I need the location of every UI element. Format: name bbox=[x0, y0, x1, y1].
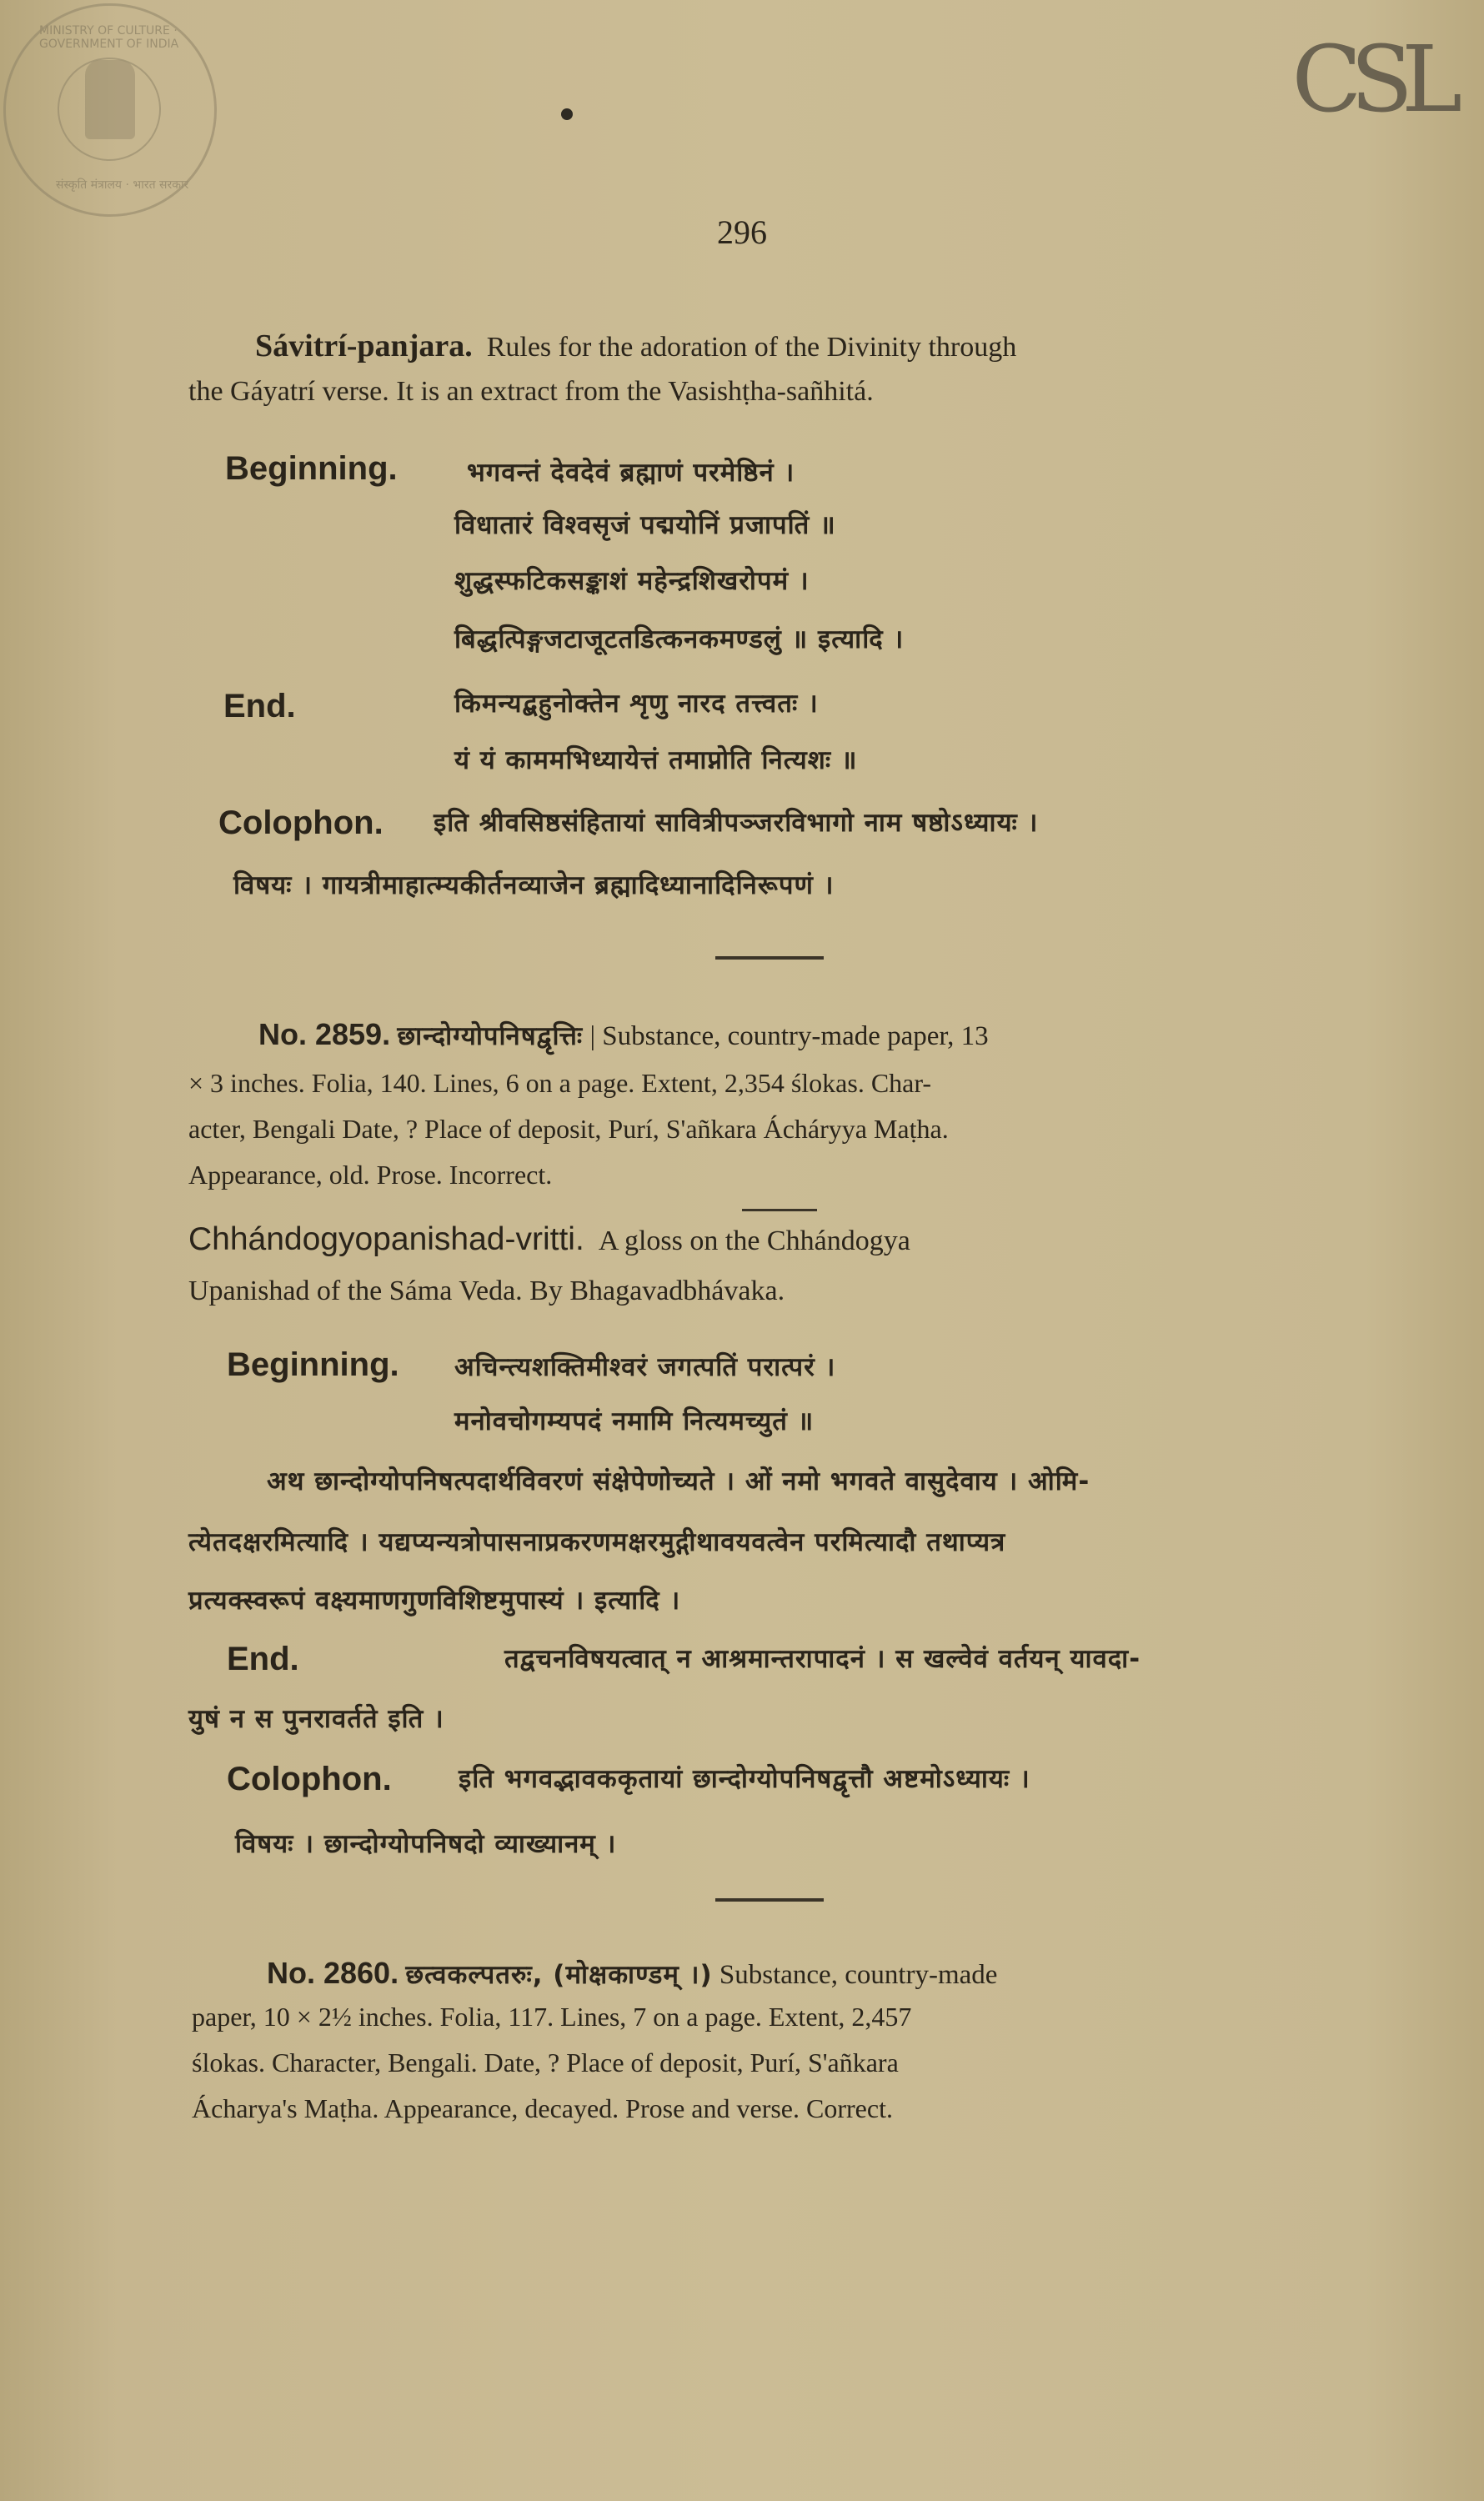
no2859-prose-line-2: त्येतदक्षरमित्यादि । यद्यप्यन्यत्रोपासनाप्रकरणमक्षरमुद्गीथावयवत्वेन परमित्यादौ तथाप्यत्र bbox=[188, 1527, 1006, 1557]
no2859-end-line-2: युषं न स पुनरावर्तते इति । bbox=[188, 1704, 444, 1734]
savitri-beginning-line-2: विधातारं विश्वसृजं पद्मयोनिं प्रजापतिं ॥ bbox=[454, 510, 836, 540]
savitri-beginning-line-4: बिद्धत्पिङ्गजटाजूटतडित्कनकमण्डलुं ॥ इत्यादि । bbox=[454, 624, 905, 654]
no2859-line-2: × 3 inches. Folia, 140. Lines, 6 on a page. Extent, 2,354 ślokas. Char- bbox=[188, 1068, 932, 1098]
savitri-desc-1: Rules for the adoration of the Divinity through bbox=[486, 332, 1017, 363]
seal-text-bottom: संस्कृति मंत्रालय · भारत सरकार bbox=[56, 178, 189, 192]
no2860-line-2: paper, 10 × 2½ inches. Folia, 117. Lines, 7 on a page. Extent, 2,457 bbox=[192, 2002, 912, 2032]
ink-dot bbox=[561, 108, 573, 120]
savitri-colophon-text: इति श्रीवसिष्ठसंहितायां सावित्रीपञ्जरविभागो नाम षष्ठोऽध्यायः । bbox=[434, 808, 1039, 838]
savitri-beginning-label: Beginning. bbox=[225, 450, 398, 487]
no2859-number: No. 2859. bbox=[258, 1017, 391, 1051]
savitri-desc-2: the Gáyatrí verse. It is an extract from the Vasishṭha-sañhitá. bbox=[188, 376, 874, 407]
no2860-line-3: ślokas. Character, Bengali. Date, ? Place of deposit, Purí, S'añkara bbox=[192, 2047, 899, 2077]
no2859-desc-1: A gloss on the Chhándogya bbox=[598, 1225, 910, 1256]
section-divider-1 bbox=[715, 956, 824, 960]
no2859-prose-line-1: अथ छान्दोग्योपनिषत्पदार्थविवरणं संक्षेपेणोच्यते । ओं नमो भगवते वासुदेवाय । ओमि- bbox=[267, 1466, 1090, 1496]
seal-text-top: MINISTRY OF CULTURE · GOVERNMENT OF INDIA bbox=[39, 24, 179, 51]
savitri-end-line-1: किमन्यद्बहुनोक्तेन शृणु नारद तत्त्वतः । bbox=[454, 689, 819, 719]
no2859-beginning-line-2: मनोवचोगम्यपदं नमामि नित्यमच्युतं ॥ bbox=[454, 1406, 815, 1436]
ministry-seal bbox=[3, 3, 217, 217]
page-number: 296 bbox=[717, 213, 767, 251]
no2860-title-skt: छत्वकल्पतरुः, (मोक्षकाण्डम् ।) bbox=[405, 1960, 713, 1990]
no2859-heading-line bbox=[188, 1217, 1356, 1264]
no2859-line-3: acter, Bengali Date, ? Place of deposit, Purí, S'añkara Ácháryya Maṭha. bbox=[188, 1114, 949, 1144]
savitri-title: Sávitrí-panjara. bbox=[255, 328, 473, 363]
no2860-line-1 bbox=[267, 1951, 1351, 1997]
savitri-colophon-label: Colophon. bbox=[218, 804, 384, 841]
no2859-end-label: End. bbox=[227, 1641, 299, 1677]
no2860-number: No. 2860. bbox=[267, 1956, 399, 1990]
no2859-subject: विषयः । छान्दोग्योपनिषदो व्याख्यानम् । bbox=[235, 1829, 617, 1859]
csl-logo: CSL bbox=[1291, 26, 1451, 133]
savitri-end-label: End. bbox=[223, 688, 296, 724]
no2859-title-skt: छान्दोग्योपनिषद्वृत्तिः bbox=[397, 1021, 584, 1051]
no2859-desc-2: Upanishad of the Sáma Veda. By Bhagavadbhávaka. bbox=[188, 1276, 785, 1306]
savitri-beginning-line-3: शुद्धस्फटिकसङ्काशं महेन्द्रशिखरोपमं । bbox=[454, 566, 810, 596]
no2859-end-line: तद्वचनविषयत्वात् न आश्रमान्तरापादनं । स खल्वेवं वर्तयन् यावदा- bbox=[504, 1644, 1141, 1674]
savitri-end-line-2: यं यं काममभिध्यायेत्तं तमाप्नोति नित्यशः ॥ bbox=[454, 745, 858, 775]
no2859-substance: | Substance, country-made paper, 13 bbox=[589, 1021, 989, 1051]
ornament-stroke bbox=[742, 1209, 817, 1211]
no2859-colophon-label: Colophon. bbox=[227, 1761, 392, 1797]
emblem-icon bbox=[85, 60, 135, 139]
savitri-heading-line bbox=[255, 323, 1364, 370]
no2859-prose-line-3: प्रत्यक्स्वरूपं वक्ष्यमाणगुणविशिष्टमुपास्यं । इत्यादि । bbox=[188, 1586, 681, 1616]
section-divider-2 bbox=[715, 1898, 824, 1902]
no2860-line-4: Ácharya's Maṭha. Appearance, decayed. Prose and verse. Correct. bbox=[192, 2093, 893, 2123]
no2859-colophon-text: इति भगवद्भावककृतायां छान्दोग्योपनिषद्वृत्तौ अष्टमोऽध्यायः । bbox=[459, 1764, 1030, 1794]
no2860-substance: Substance, country-made bbox=[719, 1960, 998, 1990]
no2859-title: Chhándogyopanishad-vritti. bbox=[188, 1221, 584, 1257]
savitri-subject: विषयः । गायत्रीमाहात्म्यकीर्तनव्याजेन ब्रह्मादिध्यानादिनिरूपणं । bbox=[233, 870, 835, 900]
savitri-beginning-line-1: भगवन्तं देवदेवं ब्रह्माणं परमेष्ठिनं । bbox=[467, 458, 795, 488]
no2859-line-4: Appearance, old. Prose. Incorrect. bbox=[188, 1160, 553, 1190]
no2859-line-1 bbox=[258, 1012, 1351, 1059]
no2859-beginning-line-1: अचिन्त्यशक्तिमीश्वरं जगत्पतिं परात्परं । bbox=[454, 1352, 836, 1382]
no2859-beginning-label: Beginning. bbox=[227, 1346, 399, 1383]
